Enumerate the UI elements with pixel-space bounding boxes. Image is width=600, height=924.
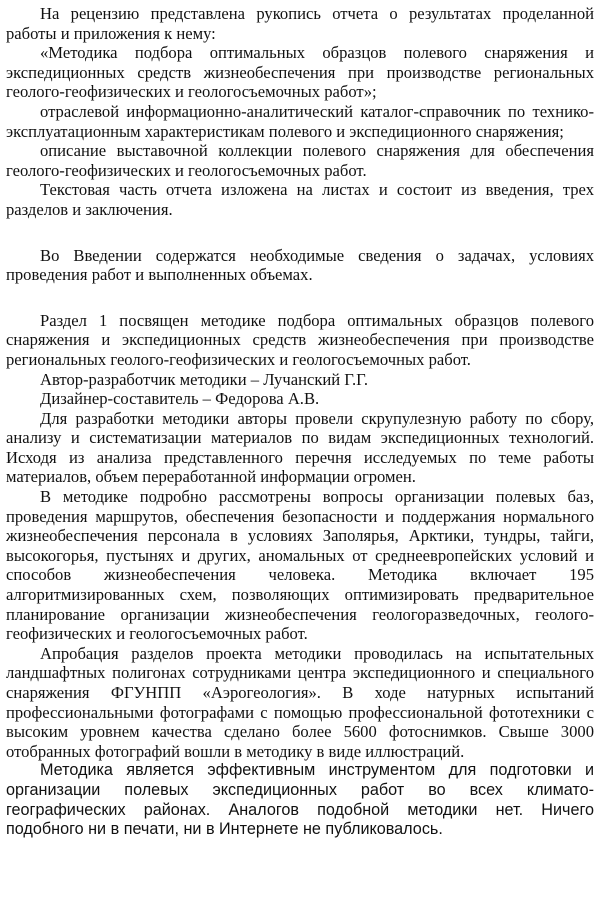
text-volume-paragraph: Текстовая часть отчета изложена на листах и состоит из введения, трех разделов и заключения. bbox=[6, 180, 594, 219]
collection-item: описание выставочной коллекции полевого снаряжения для обеспечения геолого-геофизических и геологосъемочных работ. bbox=[6, 141, 594, 180]
introduction-paragraph: Во Введении содержатся необходимые сведения о задачах, условиях проведения работ и выполненных объемах. bbox=[6, 245, 594, 285]
development-paragraph: Для разработки методики авторы провели скрупулезную работу по сбору, анализу и систематизации материалов по видам экспедиционных технологий. Исходя из анализа представленного перечня исследуемых по теме работы материалов, объем переработанной информации огромен. bbox=[6, 408, 594, 487]
catalog-item: отраслевой информационно-аналитический каталог-справочник по технико-эксплуатационным характеристикам полевого и экспедиционного снаряжения; bbox=[6, 101, 594, 141]
intro-paragraph: На рецензию представлена рукопись отчета о результатах проделанной работы и приложения к нему: bbox=[6, 4, 594, 43]
author-line: Автор-разработчик методики – Лучанский Г.Г. bbox=[40, 369, 369, 389]
spacer bbox=[6, 285, 594, 311]
approbation-paragraph: Апробация разделов проекта методики проводилась на испытательных ландшафтных полигонах сотрудниками центра экспедиционного и специального снаряжения ФГУНПП «Аэрогеология». В ходе натурных испытаний профессиональными фотографами с помощью профессиональной фототехники с высоким уровнем качества сделано более 5600 фотоснимков. Свыше 3000 отобранных фотографий вошли в методику в виде иллюстраций. bbox=[6, 643, 594, 761]
spacer bbox=[6, 220, 594, 246]
conclusion-paragraph: Методика является эффективным инструментом для подготовки и организации полевых экспедиционных работ во всех климато-географических районах. Аналогов подобной методики нет. Ничего подобного ни в печати, ни в Интернете не публиковалось. bbox=[6, 761, 594, 839]
designer-line: Дизайнер-составитель – Федорова А.В. bbox=[40, 389, 320, 409]
methodology-title-item: «Методика подбора оптимальных образцов полевого снаряжения и экспедиционных средств жизнеобеспечения при производстве региональных геолого-геофизических и геологосъемочных работ»; bbox=[6, 43, 594, 102]
section1-paragraph: Раздел 1 посвящен методике подбора оптимальных образцов полевого снаряжения и экспедиционных средств жизнеобеспечения при производстве региональных геолого-геофизических и геологосъемочных работ. bbox=[6, 310, 594, 369]
methodology-details-paragraph: В методике подробно рассмотрены вопросы организации полевых баз, проведения маршрутов, обеспечения безопасности и поддержания нормального жизнеобеспечения персонала в условиях Заполярья, Арктики, тундры, тайги, высокогорья, пустынях и других, аномальных от среднеевропейских условий и способов жизнеобеспечения человека. Методика включает 195 алгоритмизированных схем, позволяющих оптимизировать предварительное планирование организации жизнеобеспечения геологоразведочных, геолого-геофизических и геологосъемочных работ. bbox=[6, 487, 594, 644]
